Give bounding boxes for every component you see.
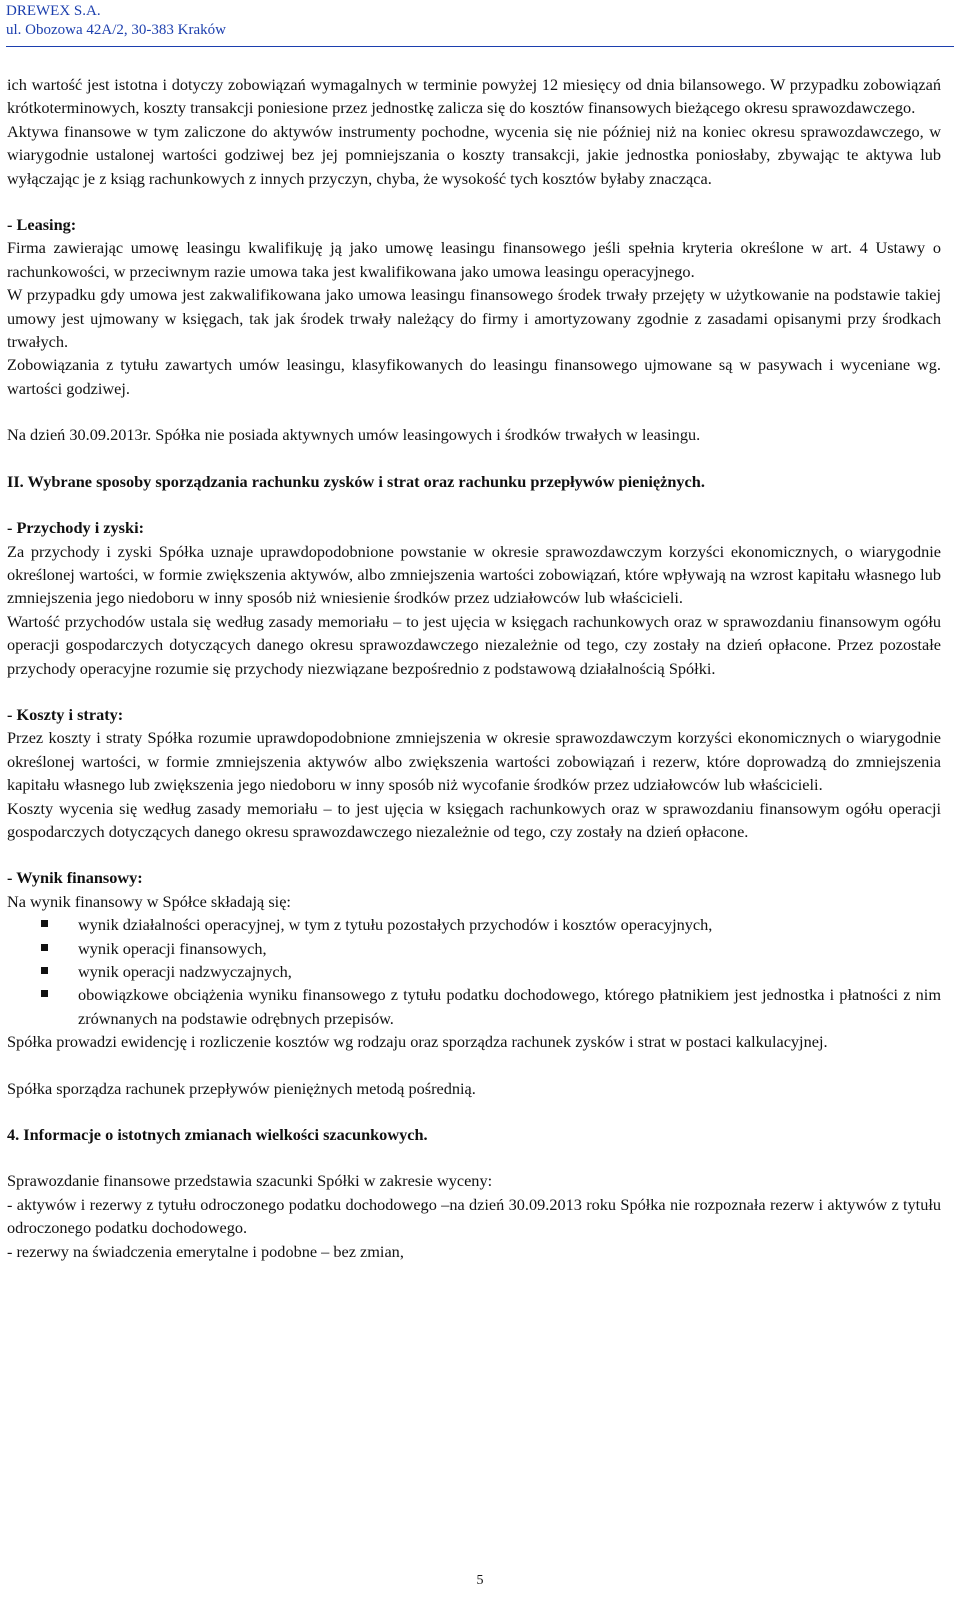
paragraph-przychody-1: Za przychody i zyski Spółka uznaje uprawdopodobnione powstanie w okresie sprawozdawczym korzyści ekonomicznych, o wiarygodnie określonej wartości, w formie zwiększenia aktywów, albo zmniejszenia wartości zobowiązań, które wpływają na wzrost kapitału własnego lub zmniejszenia jego niedoboru w inny sposób niż wniesienie środków przez udziałowców lub właścicieli. (7, 541, 941, 608)
document-body (7, 73, 941, 1263)
company-name: DREWEX S.A. (6, 3, 101, 19)
wynik-list (7, 913, 941, 1030)
heading-section-4: 4. Informacje o istotnych zmianach wielkości szacunkowych. (7, 1125, 428, 1145)
list-item: wynik działalności operacyjnej, w tym z tytułu pozostałych przychodów i kosztów operacyjnych, (7, 913, 941, 936)
paragraph-szacunki-1: - aktywów i rezerwy z tytułu odroczonego podatku dochodowego –na dzień 30.09.2013 roku Spółka nie rozpoznała rezerw i aktywów z tytułu odroczonego podatku dochodowego. (7, 1194, 941, 1238)
list-item: wynik operacji nadzwyczajnych, (7, 960, 941, 983)
paragraph-koszty-1: Przez koszty i straty Spółka rozumie uprawdopodobnione zmniejszenia w okresie sprawozdawczym korzyści ekonomicznych o wiarygodnie określonej wartości, w formie zmniejszenia aktywów albo zwiększenia wartości zobowiązań i rezerw, które doprowadzą do zmniejszenia kapitału własnego lub zwiększenia jego niedoboru w inny sposób niż wycofanie środków przez udziałowców lub właścicieli. (7, 728, 941, 795)
paragraph-leasing-note: Na dzień 30.09.2013r. Spółka nie posiada aktywnych umów leasingowych i środków trwałych w leasingu. (7, 425, 701, 445)
paragraph-wynik-after: Spółka prowadzi ewidencję i rozliczenie kosztów wg rodzaju oraz sporządza rachunek zysków i strat w postaci kalkulacyjnej. (7, 1032, 828, 1052)
header-divider (6, 46, 954, 47)
paragraph-wynik-intro: Na wynik finansowy w Spółce składają się: (7, 891, 291, 911)
list-item: obowiązkowe obciążenia wyniku finansowego z tytułu podatku dochodowego, którego płatnikiem jest jednostka i płatności z nim zrównanych na podstawie odrębnych przepisów. (7, 983, 941, 1030)
heading-koszty: - Koszty i straty: (7, 704, 124, 724)
paragraph-szacunki-intro: Sprawozdanie finansowe przedstawia szacunki Spółki w zakresie wyceny: (7, 1171, 493, 1191)
square-bullet-icon (41, 944, 48, 951)
spacer (7, 190, 941, 213)
spacer (7, 843, 941, 866)
paragraph-zobowiazania-cont: ich wartość jest istotna i dotyczy zobowiązań wymagalnych w terminie powyżej 12 miesięcy od dnia bilansowego. W przypadku zobowiązań krótkoterminowych, koszty transakcji poniesione przez jednostkę zalicza się do kosztów finansowych bieżącego okresu sprawozdawczego. (7, 75, 941, 118)
page-header (6, 2, 226, 40)
spacer (7, 1146, 941, 1169)
company-address: ul. Obozowa 42A/2, 30-383 Kraków (6, 22, 226, 38)
square-bullet-icon (41, 967, 48, 974)
paragraph-leasing-3: Zobowiązania z tytułu zawartych umów leasingu, klasyfikowanych do leasingu finansowego ujmowane są w pasywach i wyceniane wg. wartości godziwej. (7, 355, 941, 398)
spacer (7, 1054, 941, 1077)
spacer (7, 447, 941, 470)
spacer (7, 680, 941, 703)
spacer (7, 1100, 941, 1123)
paragraph-cashflow: Spółka sporządza rachunek przepływów pieniężnych metodą pośrednią. (7, 1078, 476, 1098)
heading-wynik: - Wynik finansowy: (7, 868, 143, 888)
paragraph-leasing-1: Firma zawierając umowę leasingu kwalifikuję ją jako umowę leasingu finansowego jeśli spełnia kryteria określone w art. 4 Ustawy o rachunkowości, w przeciwnym razie umowa taka jest kwalifikowana jako umowa leasingu operacyjnego. (7, 238, 941, 281)
list-item: wynik operacji finansowych, (7, 937, 941, 960)
paragraph-przychody-2: Wartość przychodów ustala się według zasady memoriału – to jest ujęcia w księgach rachunkowych oraz w sprawozdaniu finansowym ogółu operacji gospodarczych dotyczących danego okresu sprawozdawczego niezależnie od tego, czy zostały na dzień opłacone. Przez pozostałe przychody operacyjne rozumie się przychody niezwiązane bezpośrednio z podstawową działalnością Spółki. (7, 611, 941, 678)
heading-leasing: - Leasing: (7, 215, 77, 235)
square-bullet-icon (41, 990, 48, 997)
paragraph-leasing-2: W przypadku gdy umowa jest zakwalifikowana jako umowa leasingu finansowego środek trwały przejęty w użytkowanie na podstawie takiej umowy jest ujmowany w księgach, tak jak środek trwały należący do firmy i amortyzowany zgodnie z zasadami opisanymi przy środkach trwałych. (7, 285, 941, 352)
heading-section-2: II. Wybrane sposoby sporządzania rachunku zysków i strat oraz rachunku przepływów pieniężnych. (7, 471, 705, 491)
heading-przychody: - Przychody i zyski: (7, 518, 145, 538)
paragraph-szacunki-2: - rezerwy na świadczenia emerytalne i podobne – bez zmian, (7, 1241, 404, 1261)
square-bullet-icon (41, 920, 48, 927)
spacer (7, 400, 941, 423)
page-number: 5 (476, 1573, 484, 1588)
paragraph-koszty-2: Koszty wycenia się według zasady memoriału – to jest ujęcia w księgach rachunkowych oraz w sprawozdaniu finansowym ogółu operacji gospodarczych dotyczących danego okresu sprawozdawczego niezależnie od tego, czy zostały na dzień opłacone. (7, 798, 941, 841)
paragraph-aktywa-finansowe: Aktywa finansowe w tym zaliczone do aktywów instrumenty pochodne, wycenia się nie później niż na koniec okresu sprawozdawczego, w wiarygodnie ustalonej wartości godziwej bez jej pomniejszania o koszty transakcji, jakie jednostka poniosłaby, zbywając te aktywa lub wyłączając je z ksiąg rachunkowych z innych przyczyn, chyba, że wysokość tych kosztów byłaby znacząca. (7, 121, 941, 188)
spacer (7, 493, 941, 516)
